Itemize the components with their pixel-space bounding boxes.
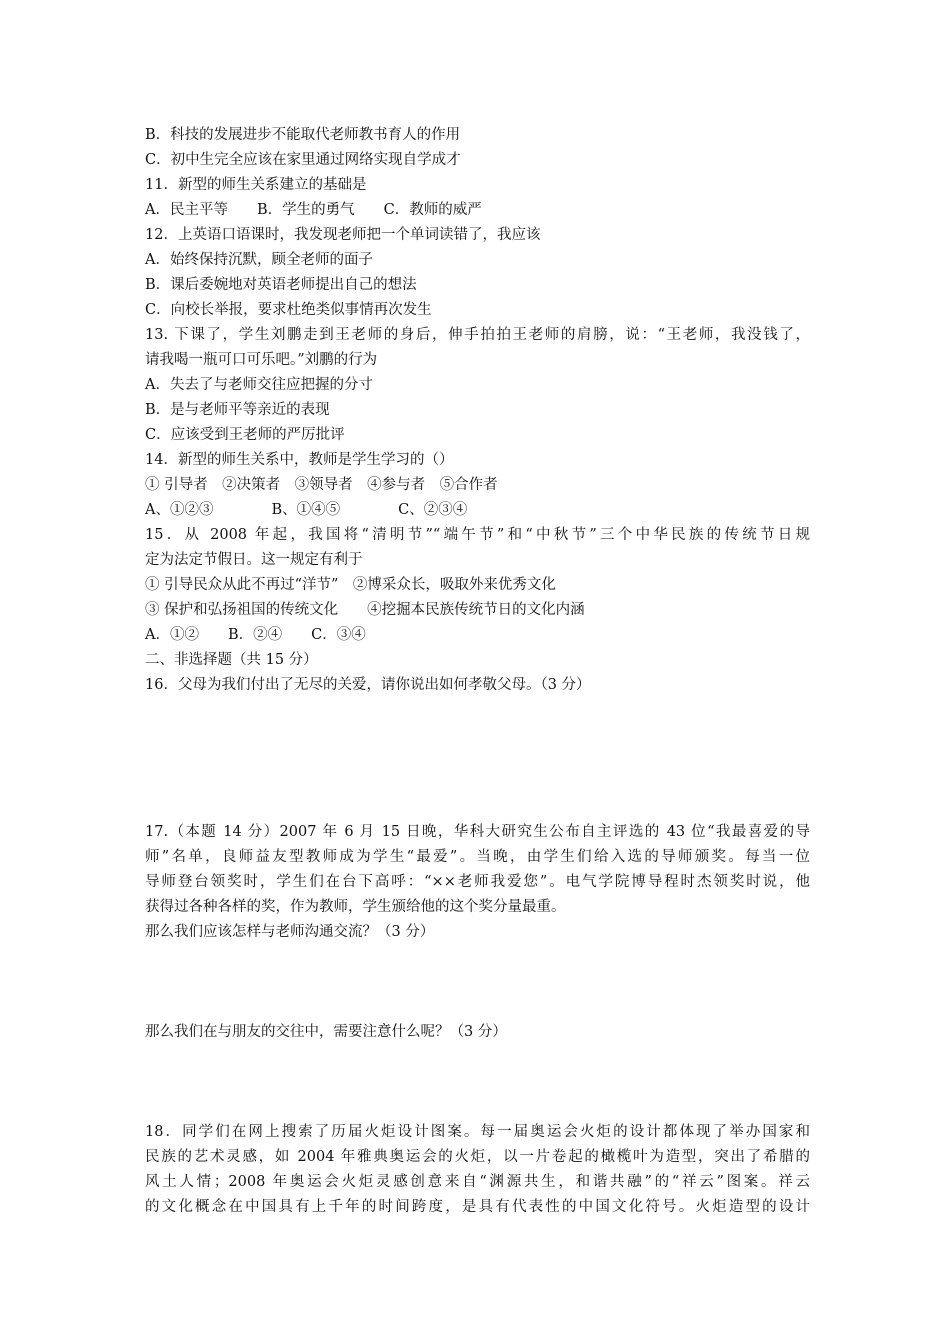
question-14: 14．新型的师生关系中，教师是学生学习的（） [145, 452, 454, 468]
question-17-sub2: 那么我们在与朋友的交往中，需要注意什么呢？（3 分） [145, 1024, 507, 1040]
options-15: A．①② B．②④ C．③④ [145, 627, 366, 643]
question-17-line3: 导师登台领奖时，学生们在台下高呼：“××老师我爱您”。电气学院博导程时杰领奖时说，他 [145, 874, 810, 890]
option-13c: C．应该受到王老师的严厉批评 [145, 427, 345, 443]
option-12b: B．课后委婉地对英语老师提出自己的想法 [145, 277, 417, 293]
option-13b: B．是与老师平等亲近的表现 [145, 402, 330, 418]
choices-14: ① 引导者 ②决策者 ③领导者 ④参与者 ⑤合作者 [145, 477, 498, 493]
question-18-line1: 18．同学们在网上搜索了历届火炬设计图案。每一届奥运会火炬的设计都体现了举办国家和 [145, 1124, 810, 1140]
question-17-line4: 获得过各种各样的奖，作为教师，学生颁给他的这个奖分量最重。 [145, 899, 566, 915]
option-10c: C．初中生完全应该在家里通过网络实现自学成才 [145, 152, 461, 168]
question-11: 11．新型的师生关系建立的基础是 [145, 177, 367, 193]
question-18-line3: 风土人情；2008 年奥运会火炬灵感创意来自“渊源共生，和谐共融”的“祥云”图案。祥云 [145, 1174, 810, 1190]
option-10b: B．科技的发展进步不能取代老师教书育人的作用 [145, 127, 461, 143]
option-12a: A．始终保持沉默，顾全老师的面子 [145, 252, 373, 268]
option-12c: C．向校长举报，要求杜绝类似事情再次发生 [145, 302, 432, 318]
question-18-line2: 民族的艺术灵感，如 2004 年雅典奥运会的火炬，以一片卷起的橄榄叶为造型，突出了希腊的 [145, 1149, 810, 1165]
question-15-line1: 15．从 2008 年起，我国将“清明节”“端午节”和“中秋节”三个中华民族的传统节日规 [145, 527, 810, 543]
section-heading-nonchoice: 二、非选择题（共 15 分） [145, 652, 318, 668]
option-13a: A．失去了与老师交往应把握的分寸 [145, 377, 373, 393]
question-16: 16．父母为我们付出了无尽的关爱，请你说出如何孝敬父母。（3 分） [145, 677, 591, 693]
question-15-line2: 定为法定节假日。这一规定有利于 [145, 552, 363, 568]
question-17-line2: 师”名单，良师益友型教师成为学生“最爱”。当晚，由学生们给入选的导师颁奖。每当一位 [145, 849, 810, 865]
question-13-line2: 请我喝一瓶可口可乐吧。”刘鹏的行为 [145, 352, 378, 368]
options-11: A．民主平等 B．学生的勇气 C．教师的威严 [145, 202, 482, 218]
choices-15-line1: ① 引导民众从此不再过“洋节” ②博采众长，吸取外来优秀文化 [145, 577, 556, 593]
question-17-sub1: 那么我们应该怎样与老师沟通交流？（3 分） [145, 924, 435, 940]
question-12: 12．上英语口语课时，我发现老师把一个单词读错了，我应该 [145, 227, 541, 243]
question-17-line1: 17.（本题 14 分）2007 年 6 月 15 日晚，华科大研究生公布自主评选的 43 位“我最喜爱的导 [145, 824, 810, 840]
question-13-line1: 13. 下课了，学生刘鹏走到王老师的身后，伸手拍拍王老师的肩膀，说：“王老师，我没钱了， [145, 327, 810, 343]
options-14: A、①②③ B、①④⑤ C、②③④ [145, 502, 468, 518]
choices-15-line2: ③ 保护和弘扬祖国的传统文化 ④挖掘本民族传统节日的文化内涵 [145, 602, 585, 618]
question-18-line4: 的文化概念在中国具有上千年的时间跨度，是具有代表性的中国文化符号。火炬造型的设计 [145, 1199, 810, 1215]
